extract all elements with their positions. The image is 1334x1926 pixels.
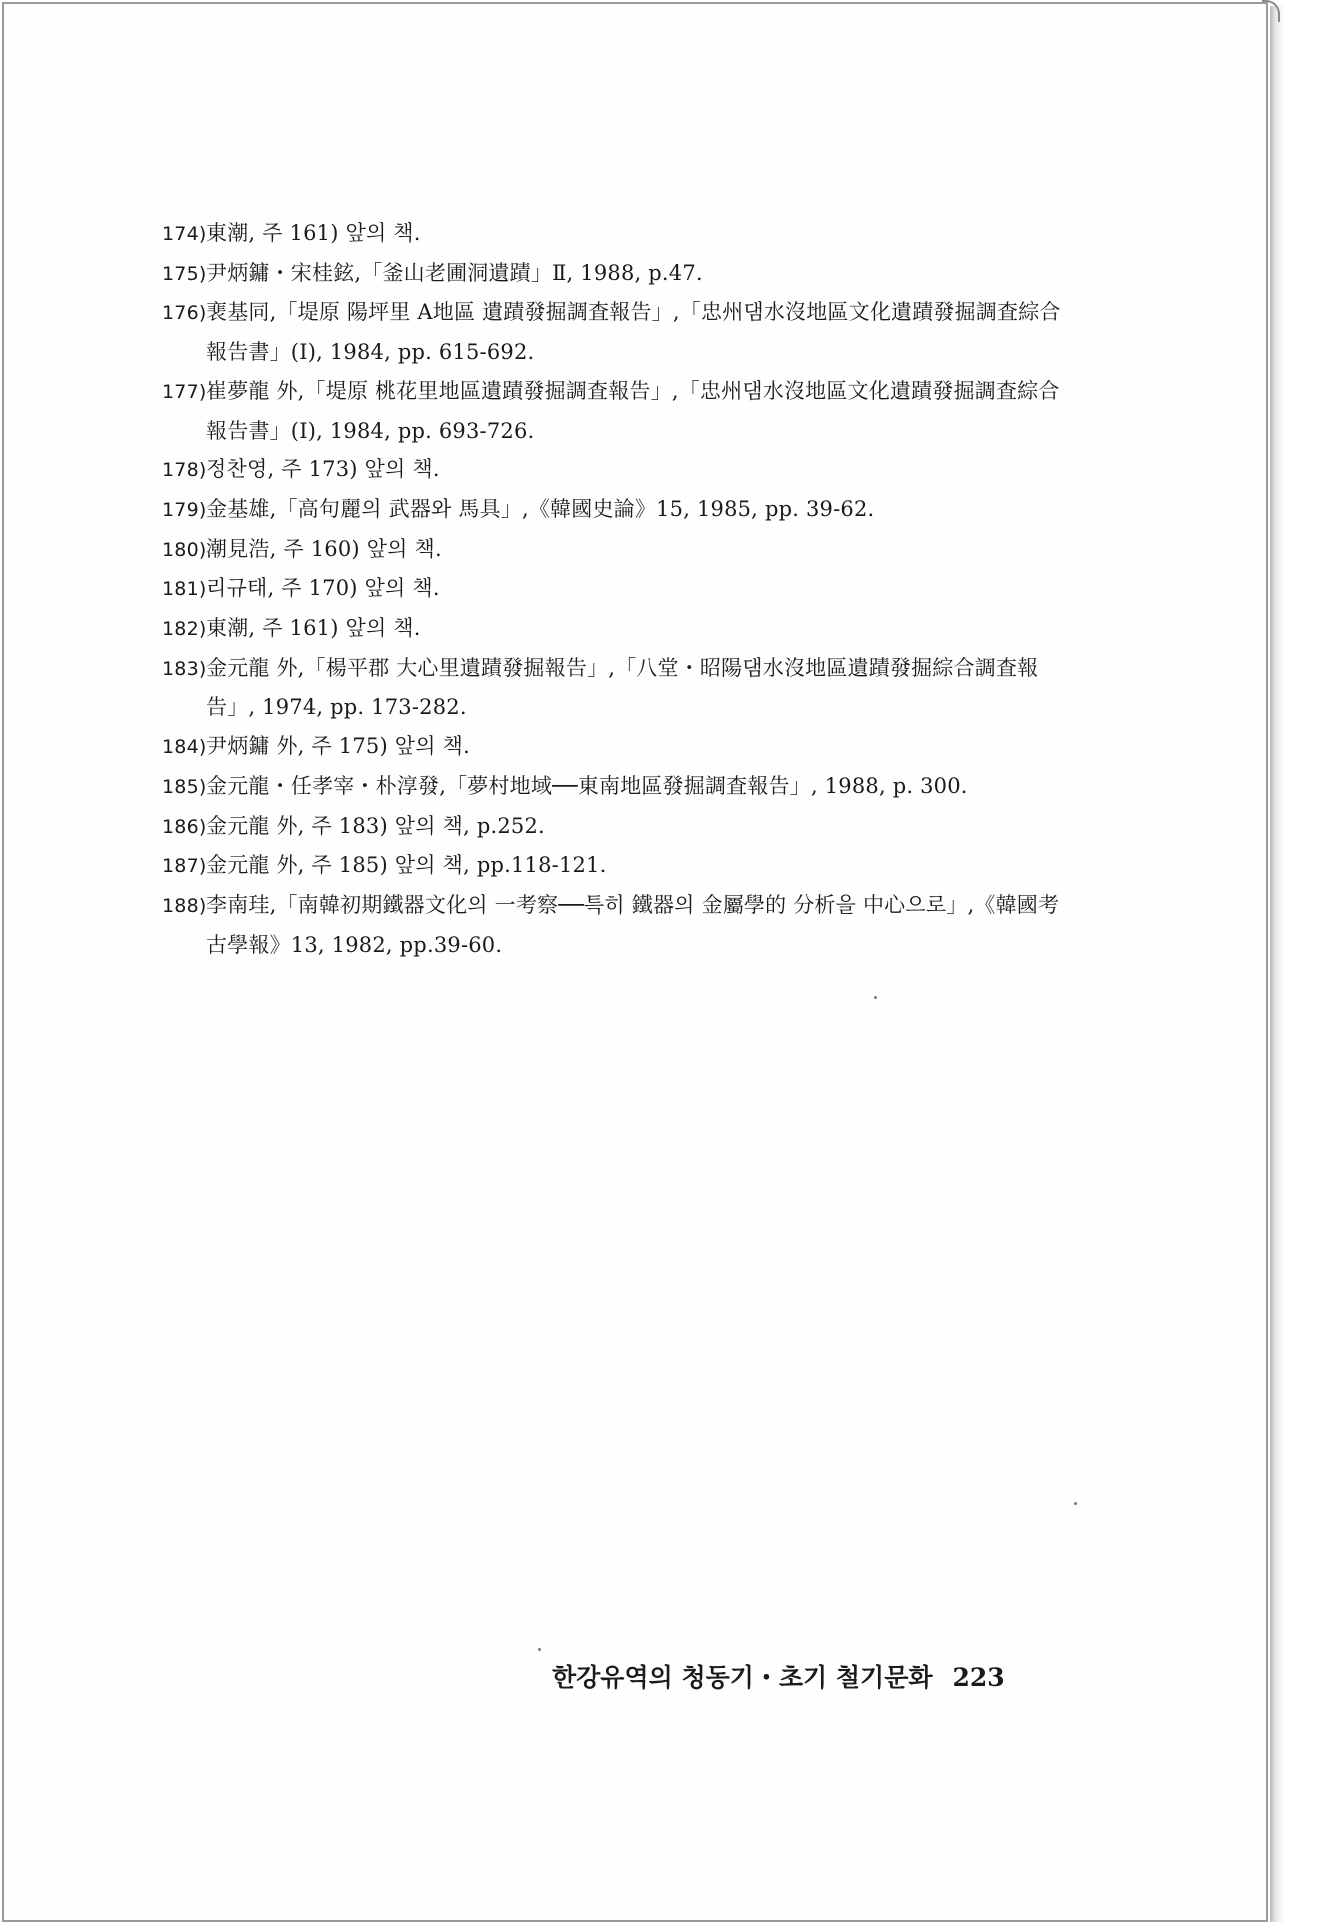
footnote-182 bbox=[162, 609, 1068, 649]
page-number: 223 bbox=[952, 1663, 1005, 1692]
footnote-text: 東潮, 주 161) 앞의 책. bbox=[206, 616, 421, 641]
running-title: 한강유역의 청동기・초기 철기문화 bbox=[552, 1663, 933, 1692]
footnote-183 bbox=[162, 649, 1068, 727]
footnote-number: 178) bbox=[162, 459, 207, 482]
footnote-187 bbox=[162, 846, 1068, 886]
footnote-text: 崔夢龍 外,「堤原 桃花里地區遺蹟發掘調査報告」,「忠州댐水沒地區文化遺蹟發掘調査綜合報告書」(Ⅰ), 1984, pp. 693-726. bbox=[206, 378, 1060, 443]
footnote-number: 185) bbox=[162, 775, 207, 798]
footnote-177 bbox=[162, 372, 1068, 450]
footnote-number: 184) bbox=[162, 736, 207, 759]
footnote-184 bbox=[162, 727, 1068, 767]
footnote-number: 187) bbox=[162, 855, 207, 878]
footnote-text: 李南珪,「南韓初期鐵器文化의 一考察──특히 鐵器의 金屬學的 分析을 中心으로」,《韓國考古學報》13, 1982, pp.39-60. bbox=[206, 892, 1060, 957]
scan-speck bbox=[1074, 1502, 1077, 1505]
footnote-178 bbox=[162, 450, 1068, 490]
footnote-text: 金元龍・任孝宰・朴淳發,「夢村地域──東南地區發掘調査報告」, 1988, p. 300. bbox=[206, 773, 968, 798]
footnote-text: 리규태, 주 170) 앞의 책. bbox=[206, 576, 440, 601]
page-edge-shadow bbox=[1270, 6, 1284, 1922]
footnote-number: 174) bbox=[162, 223, 207, 245]
footnote-text: 尹炳鏞・宋桂鉉,「釜山老圃洞遺蹟」Ⅱ, 1988, p.47. bbox=[206, 260, 703, 285]
footnote-179 bbox=[162, 490, 1068, 530]
footnote-text: 尹炳鏞 外, 주 175) 앞의 책. bbox=[206, 734, 470, 759]
scan-speck bbox=[538, 1648, 541, 1651]
footnote-185 bbox=[162, 767, 1068, 807]
footnote-text: 金元龍 外,「楊平郡 大心里遺蹟發掘報告」,「八堂・昭陽댐水沒地區遺蹟發掘綜合調査報告」, 1974, pp. 173-282. bbox=[206, 655, 1039, 720]
footnote-number: 175) bbox=[162, 262, 207, 285]
footnote-text: 裵基同,「堤原 陽坪里 A地區 遺蹟發掘調査報告」,「忠州댐水沒地區文化遺蹟發掘調査綜合報告書」(Ⅰ), 1984, pp. 615-692. bbox=[206, 300, 1061, 365]
footnote-number: 186) bbox=[162, 815, 207, 838]
footnote-text: 金元龍 外, 주 185) 앞의 책, pp.118-121. bbox=[206, 853, 607, 878]
footnote-text: 金元龍 外, 주 183) 앞의 책, p.252. bbox=[206, 813, 545, 838]
running-footer bbox=[552, 1658, 1005, 1694]
footnote-text: 潮見浩, 주 160) 앞의 책. bbox=[206, 536, 442, 561]
footnote-188 bbox=[162, 886, 1068, 964]
footnote-text: 정찬영, 주 173) 앞의 책. bbox=[206, 457, 440, 482]
page-corner bbox=[1262, 0, 1280, 22]
footnote-180 bbox=[162, 530, 1068, 570]
footnote-number: 176) bbox=[162, 302, 207, 325]
footnote-number: 177) bbox=[162, 380, 207, 403]
footnote-181 bbox=[162, 569, 1068, 609]
footnote-176 bbox=[162, 293, 1068, 371]
footnote-174 bbox=[162, 214, 1068, 254]
footnote-number: 179) bbox=[162, 498, 207, 521]
footnote-175 bbox=[162, 254, 1068, 294]
footnote-text: 東潮, 주 161) 앞의 책. bbox=[206, 221, 421, 245]
footnote-text: 金基雄,「高句麗의 武器와 馬具」,《韓國史論》15, 1985, pp. 39-62. bbox=[206, 496, 875, 521]
footnote-186 bbox=[162, 807, 1068, 847]
footnote-number: 183) bbox=[162, 657, 207, 680]
footnote-number: 181) bbox=[162, 578, 207, 601]
footnote-list bbox=[162, 214, 1068, 964]
footnote-number: 182) bbox=[162, 618, 207, 641]
scan-speck bbox=[874, 996, 877, 999]
footnote-number: 180) bbox=[162, 538, 207, 561]
footnote-number: 188) bbox=[162, 894, 207, 917]
